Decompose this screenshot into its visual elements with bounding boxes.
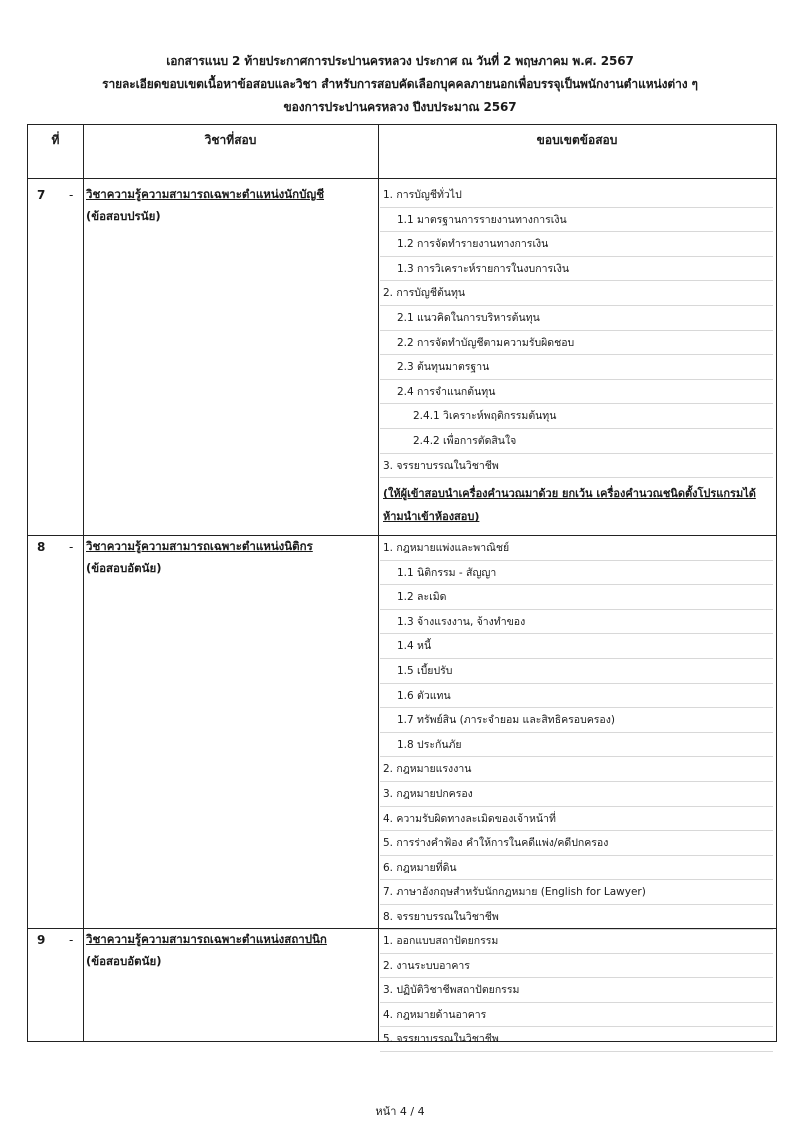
header-line-2: รายละเอียดขอบเขตเนื้อหาข้อสอบและวิชา สำหรับการสอบคัดเลือกบุคคลภายนอกเพื่อบรรจุเป็นพนักงานตำแหน่งต่าง ๆ [102,77,698,91]
scope-item: 1.3 การวิเคราะห์รายการในงบการเงิน [380,257,773,282]
scope-item: 4. ความรับผิดทางละเมิดของเจ้าหน้าที่ [380,807,773,832]
scope-item: 1.3 จ้างแรงงาน, จ้างทำของ [380,610,773,635]
header-row-bottom-border [28,178,776,179]
note-line-1: (ให้ผู้เข้าสอบนำเครื่องคำนวณมาด้วย ยกเว้น เครื่องคำนวณชนิดตั้งโปรแกรมได้ [383,487,756,500]
scope-item: 8. จรรยาบรรณในวิชาชีพ [380,905,773,930]
document-header [0,50,800,119]
subject-cell [86,183,324,227]
scope-item: 2.1 แนวคิดในการบริหารต้นทุน [380,306,773,331]
header-line-3: ของการประปานครหลวง ปีงบประมาณ 2567 [283,100,517,114]
scope-item: 2.3 ต้นทุนมาตรฐาน [380,355,773,380]
calculator-note [380,482,773,528]
row-dash: - [69,540,74,554]
scope-item: 7. ภาษาอังกฤษสำหรับนักกฎหมาย (English for Lawyer) [380,880,773,905]
scope-item: 2. งานระบบอาคาร [380,954,773,979]
scope-item: 2.2 การจัดทำบัญชีตามความรับผิดชอบ [380,331,773,356]
scope-item: 5. การร่างคำฟ้อง คำให้การในคดีแพ่ง/คดีปกครอง [380,831,773,856]
subject-title: วิชาความรู้ความสามารถเฉพาะตำแหน่งสถาปนิก [86,932,327,946]
column-divider [378,125,379,1041]
column-header-subject: วิชาที่สอบ [204,133,257,147]
scope-item: 1.4 หนี้ [380,634,773,659]
exam-type: (ข้อสอบอัตนัย) [86,561,162,575]
exam-scope-table [27,124,777,1046]
row-number: 7 [37,188,46,202]
scope-item: 1. การบัญชีทั่วไป [380,183,773,208]
subject-cell [86,535,313,579]
row-dash: - [69,188,74,202]
scope-item: 1. ออกแบบสถาปัตยกรรม [380,929,773,954]
scope-item: 4. กฎหมายด้านอาคาร [380,1003,773,1028]
subject-title: วิชาความรู้ความสามารถเฉพาะตำแหน่งนักบัญชี [86,187,325,201]
scope-item: 1.6 ตัวแทน [380,684,773,709]
scope-item: 5. จรรยาบรรณในวิชาชีพ [380,1027,773,1052]
scope-item: 1.1 นิติกรรม - สัญญา [380,561,773,586]
scope-item: 6. กฎหมายที่ดิน [380,856,773,881]
exam-type: (ข้อสอบอัตนัย) [86,954,162,968]
row-number: 8 [37,540,46,554]
scope-item: 3. ปฏิบัติวิชาชีพสถาปัตยกรรม [380,978,773,1003]
column-header-no: ที่ [51,133,60,147]
scope-item: 1. กฎหมายแพ่งและพาณิชย์ [380,536,773,561]
scope-item: 2. การบัญชีต้นทุน [380,281,773,306]
scope-item: 1.5 เบี้ยปรับ [380,659,773,684]
scope-item: 3. กฎหมายปกครอง [380,782,773,807]
row-dash: - [69,933,74,947]
exam-type: (ข้อสอบปรนัย) [86,209,161,223]
scope-item: 2.4 การจำแนกต้นทุน [380,380,773,405]
page-number: หน้า 4 / 4 [375,1105,425,1118]
subject-title: วิชาความรู้ความสามารถเฉพาะตำแหน่งนิติกร [86,539,313,553]
scope-item: 2. กฎหมายแรงงาน [380,757,773,782]
scope-item: 2.4.1 วิเคราะห์พฤติกรรมต้นทุน [380,404,773,429]
scope-item: 1.2 การจัดทำรายงานทางการเงิน [380,232,773,257]
note-line-2: ห้ามนำเข้าห้องสอบ) [383,510,480,523]
row-number: 9 [37,933,46,947]
scope-item: 1.8 ประกันภัย [380,733,773,758]
subject-cell [86,928,327,972]
scope-item: 2.4.2 เพื่อการตัดสินใจ [380,429,773,454]
scope-item: 1.7 ทรัพย์สิน (ภาระจำยอม และสิทธิครอบครอง) [380,708,773,733]
scope-item: 1.2 ละเมิด [380,585,773,610]
header-line-1: เอกสารแนบ 2 ท้ายประกาศการประปานครหลวง ประกาศ ณ วันที่ 2 พฤษภาคม พ.ศ. 2567 [166,54,634,68]
column-divider [83,125,84,1041]
column-header-scope: ขอบเขตข้อสอบ [536,133,618,147]
scope-item: 3. จรรยาบรรณในวิชาชีพ [380,454,773,479]
scope-item: 1.1 มาตรฐานการรายงานทางการเงิน [380,208,773,233]
